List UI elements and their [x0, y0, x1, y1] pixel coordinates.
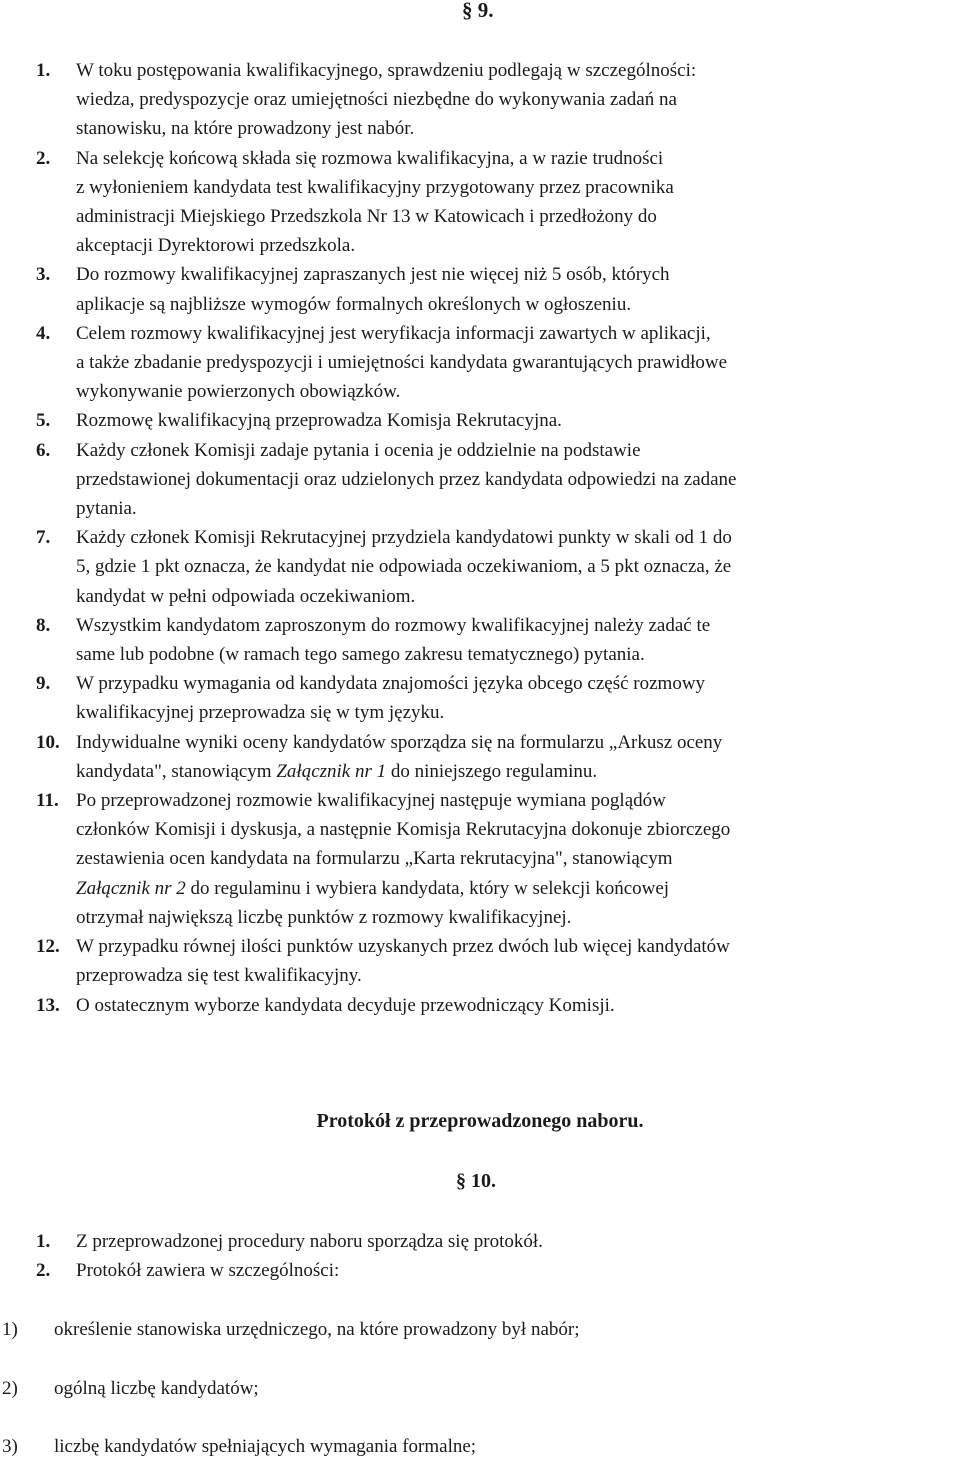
item-number: 2. — [36, 147, 51, 169]
item-text: administracji Miejskiego Przedszkola Nr 13 w Katowicach i przedłożony do — [76, 206, 657, 228]
item-text: do niniejszego regulaminu. — [386, 760, 598, 782]
item-text: wiedza, predyspozycje oraz umiejętności niezbędne do wykonywania zadań na — [76, 89, 677, 111]
item-text: akceptacji Dyrektorowi przedszkola. — [76, 235, 356, 257]
item-number: 8. — [36, 614, 51, 636]
item-text: przeprowadza się test kwalifikacyjny. — [76, 965, 362, 987]
item-text: Każdy członek Komisji Rekrutacyjnej przydziela kandydatowi punkty w skali od 1 do — [76, 527, 732, 549]
list-item — [36, 260, 956, 318]
item-text: wykonywanie powierzonych obowiązków. — [76, 381, 401, 403]
list-item — [36, 523, 956, 611]
list-item — [36, 1227, 956, 1256]
item-text: Po przeprowadzonej rozmowie kwalifikacyjnej następuje wymiana poglądów — [76, 790, 666, 812]
list-item — [36, 1256, 956, 1285]
item-text: a także zbadanie predyspozycji i umiejętności kandydata gwarantujących prawidłowe — [76, 352, 728, 374]
item-number: 9. — [36, 673, 51, 695]
item-text: aplikacje są najbliższe wymogów formalnych określonych w ogłoszeniu. — [76, 293, 632, 315]
item-text: stanowisku, na które prowadzony jest nabór. — [76, 118, 415, 140]
section-10-list — [36, 1227, 956, 1285]
sub-item-text: ogólną liczbę kandydatów; — [54, 1378, 259, 1399]
sub-item — [0, 1432, 960, 1461]
item-text: kandydata", stanowiącym — [76, 760, 277, 782]
sub-item-text: liczbę kandydatów spełniających wymagania formalne; — [54, 1436, 477, 1457]
section-9-list — [36, 56, 956, 1020]
list-item — [36, 932, 956, 990]
item-number: 13. — [36, 994, 60, 1016]
list-item — [36, 786, 956, 932]
sub-item-number: 2) — [2, 1378, 18, 1399]
item-number: 6. — [36, 439, 51, 461]
section-10-mark: § 10. — [456, 1170, 496, 1192]
item-text: Indywidualne wyniki oceny kandydatów sporządza się na formularzu „Arkusz oceny — [76, 731, 723, 753]
list-item — [36, 436, 956, 524]
list-item — [36, 669, 956, 727]
list-item — [36, 144, 956, 261]
item-number: 4. — [36, 322, 51, 344]
item-text: kandydat w pełni odpowiada oczekiwaniom. — [76, 585, 416, 607]
attachment-reference: Załącznik nr 2 — [76, 877, 186, 899]
item-text: Każdy członek Komisji zadaje pytania i ocenia je oddzielnie na podstawie — [76, 439, 641, 461]
attachment-reference: Załącznik nr 1 — [276, 760, 387, 782]
item-text: Rozmowę kwalifikacyjną przeprowadza Komisja Rekrutacyjna. — [76, 410, 562, 432]
item-text: kwalifikacyjnej przeprowadza się w tym języku. — [76, 702, 445, 724]
item-text: Protokół zawiera w szczególności: — [76, 1260, 340, 1282]
item-text: W toku postępowania kwalifikacyjnego, sprawdzeniu podlegają w szczególności: — [76, 60, 697, 81]
item-number: 5. — [36, 410, 51, 432]
item-text: 5, gdzie 1 pkt oznacza, że kandydat nie odpowiada oczekiwaniom, a 5 pkt oznacza, że — [76, 556, 732, 578]
protocol-heading: Protokół z przeprowadzonego naboru. — [316, 1110, 644, 1132]
item-text: Na selekcję końcową składa się rozmowa kwalifikacyjna, a w razie trudności — [76, 147, 664, 169]
sub-item-text: określenie stanowiska urzędniczego, na które prowadzony był nabór; — [54, 1319, 580, 1340]
item-number: 12. — [36, 936, 60, 958]
sub-item-number: 3) — [2, 1436, 18, 1457]
item-text: Do rozmowy kwalifikacyjnej zapraszanych jest nie więcej niż 5 osób, których — [76, 264, 670, 286]
item-text: otrzymał największą liczbę punktów z rozmowy kwalifikacyjnej. — [76, 906, 572, 928]
list-item — [36, 319, 956, 407]
item-number: 1. — [36, 1231, 51, 1252]
item-number: 3. — [36, 264, 51, 286]
item-text: przedstawionej dokumentacji oraz udzielonych przez kandydata odpowiedzi na zadane — [76, 468, 737, 490]
list-item — [36, 991, 956, 1020]
item-text: do regulaminu i wybiera kandydata, który w selekcji końcowej — [185, 877, 670, 899]
item-text: W przypadku wymagania od kandydata znajomości języka obcego część rozmowy — [76, 673, 706, 695]
list-item — [36, 611, 956, 669]
item-text: W przypadku równej ilości punktów uzyskanych przez dwóch lub więcej kandydatów — [76, 936, 730, 958]
item-text: Celem rozmowy kwalifikacyjnej jest weryfikacja informacji zawartych w aplikacji, — [76, 322, 711, 344]
item-text: z wyłonieniem kandydata test kwalifikacyjny przygotowany przez pracownika — [76, 176, 674, 198]
section-9-mark: § 9. — [462, 0, 494, 22]
sub-item — [0, 1374, 960, 1403]
item-number: 1. — [36, 60, 51, 81]
item-number: 10. — [36, 731, 60, 753]
list-item — [36, 728, 956, 786]
item-number: 2. — [36, 1260, 51, 1282]
item-text: członków Komisji i dyskusja, a następnie Komisja Rekrutacyjna dokonuje zbiorczego — [76, 819, 731, 841]
list-item — [36, 56, 956, 144]
item-text: Z przeprowadzonej procedury naboru sporządza się protokół. — [76, 1231, 543, 1252]
sub-item-number: 1) — [2, 1319, 18, 1340]
list-item — [36, 406, 956, 435]
item-text: pytania. — [76, 498, 137, 520]
item-text: same lub podobne (w ramach tego samego zakresu tematycznego) pytania. — [76, 644, 645, 666]
item-text: Wszystkim kandydatom zaproszonym do rozmowy kwalifikacyjnej należy zadać te — [76, 614, 711, 636]
item-number: 11. — [36, 790, 59, 812]
sub-item — [0, 1315, 960, 1344]
item-number: 7. — [36, 527, 51, 549]
item-text: O ostatecznym wyborze kandydata decyduje przewodniczący Komisji. — [76, 994, 615, 1016]
item-text: zestawienia ocen kandydata na formularzu „Karta rekrutacyjna", stanowiącym — [76, 848, 673, 870]
